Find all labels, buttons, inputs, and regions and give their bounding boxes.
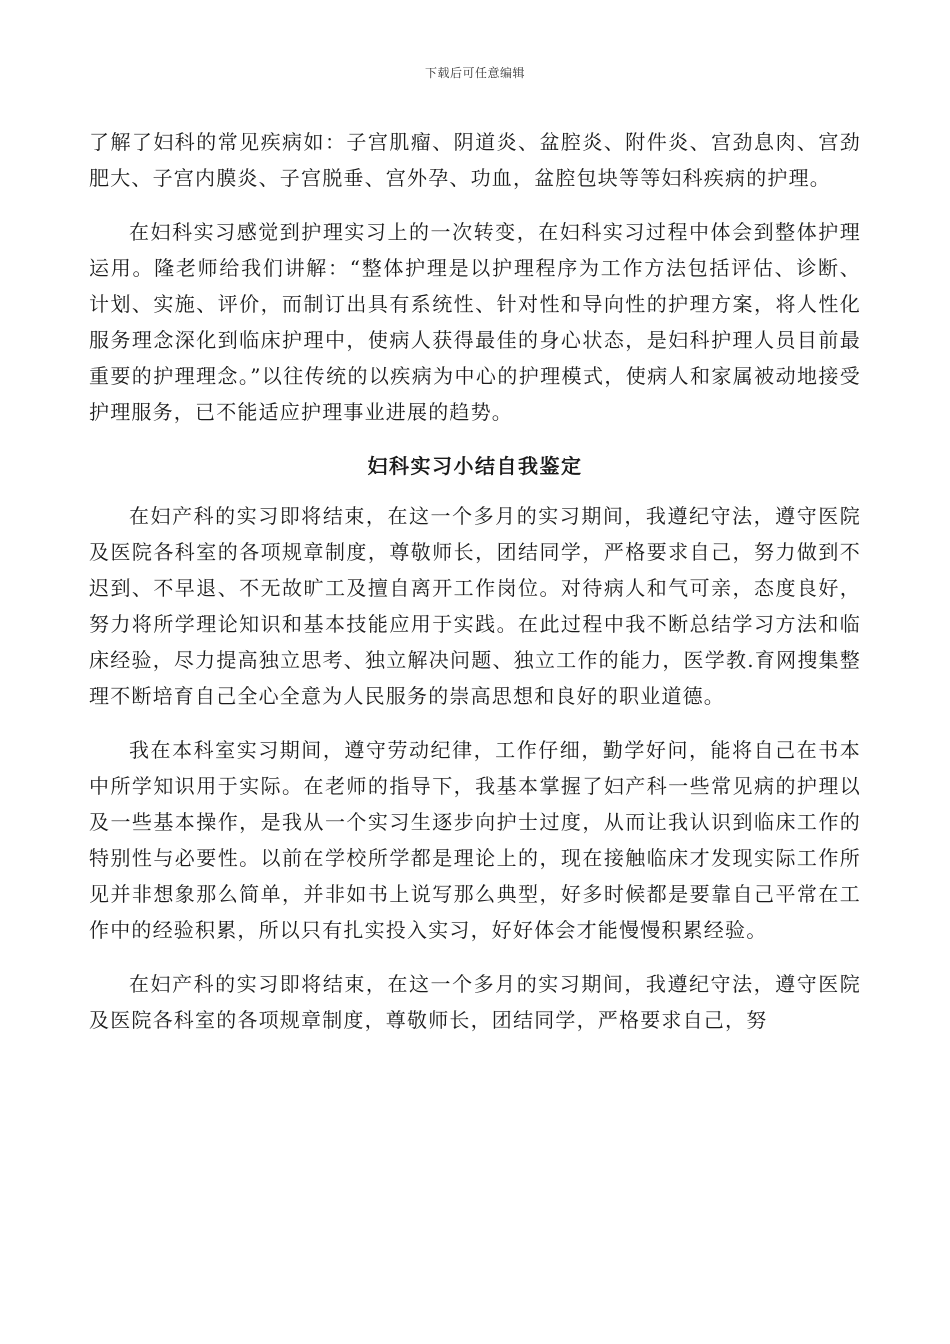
paragraph-holistic-nursing: 在妇科实习感觉到护理实习上的一次转变，在妇科实习过程中体会到整体护理运用。隆老师给我们讲解：“整体护理是以护理程序为工作方法包括评估、诊断、计划、实施、评价，而制订出具有系统性、针对性和导向性的护理方案，将人性化服务理念深化到临床护理中，使病人获得最佳的身心状态，是妇科护理人员目前最重要的护理理念。”以往传统的以疾病为中心的护理模式，使病人和家属被动地接受护理服务，已不能适应护理事业进展的趋势。 [89, 220, 861, 424]
paragraph-self-assessment-2: 我在本科室实习期间，遵守劳动纪律，工作仔细，勤学好问，能将自己在书本中所学知识用于实际。在老师的指导下，我基本掌握了妇产科一些常见病的护理以及一些基本操作，是我从一个实习生逐步向护士过度，从而让我认识到临床工作的特别性与必要性。以前在学校所学都是理论上的，现在接触临床才发现实际工作所见并非想象那么简单，并非如书上说写那么典型，好多时候都是要靠自己平常在工作中的经验积累，所以只有扎实投入实习，好好体会才能慢慢积累经验。 [89, 738, 861, 942]
page-header-note: 下载后可任意编辑 [424, 66, 525, 80]
paragraph-self-assessment-3: 在妇产科的实习即将结束，在这一个多月的实习期间，我遵纪守法，遵守医院及医院各科室的各项规章制度，尊敬师长，团结同学，严格要求自己，努 [89, 972, 861, 1032]
document-body [89, 124, 861, 1056]
paragraph-self-assessment-1: 在妇产科的实习即将结束，在这一个多月的实习期间，我遵纪守法，遵守医院及医院各科室的各项规章制度，尊敬师长，团结同学，严格要求自己，努力做到不迟到、不早退、不无故旷工及擅自离开工作岗位。对待病人和气可亲，态度良好，努力将所学理论知识和基本技能应用于实践。在此过程中我不断总结学习方法和临床经验，尽力提高独立思考、独立解决问题、独立工作的能力，医学教.育网搜集整理不断培育自己全心全意为人民服务的崇高思想和良好的职业道德。 [89, 504, 861, 708]
section-title: 妇科实习小结自我鉴定 [367, 454, 583, 478]
paragraph-gynecology-diseases: 了解了妇科的常见疾病如：子宫肌瘤、阴道炎、盆腔炎、附件炎、宫劲息肉、宫劲肥大、子宫内膜炎、子宫脱垂、宫外孕、功血，盆腔包块等等妇科疾病的护理。 [89, 130, 861, 190]
